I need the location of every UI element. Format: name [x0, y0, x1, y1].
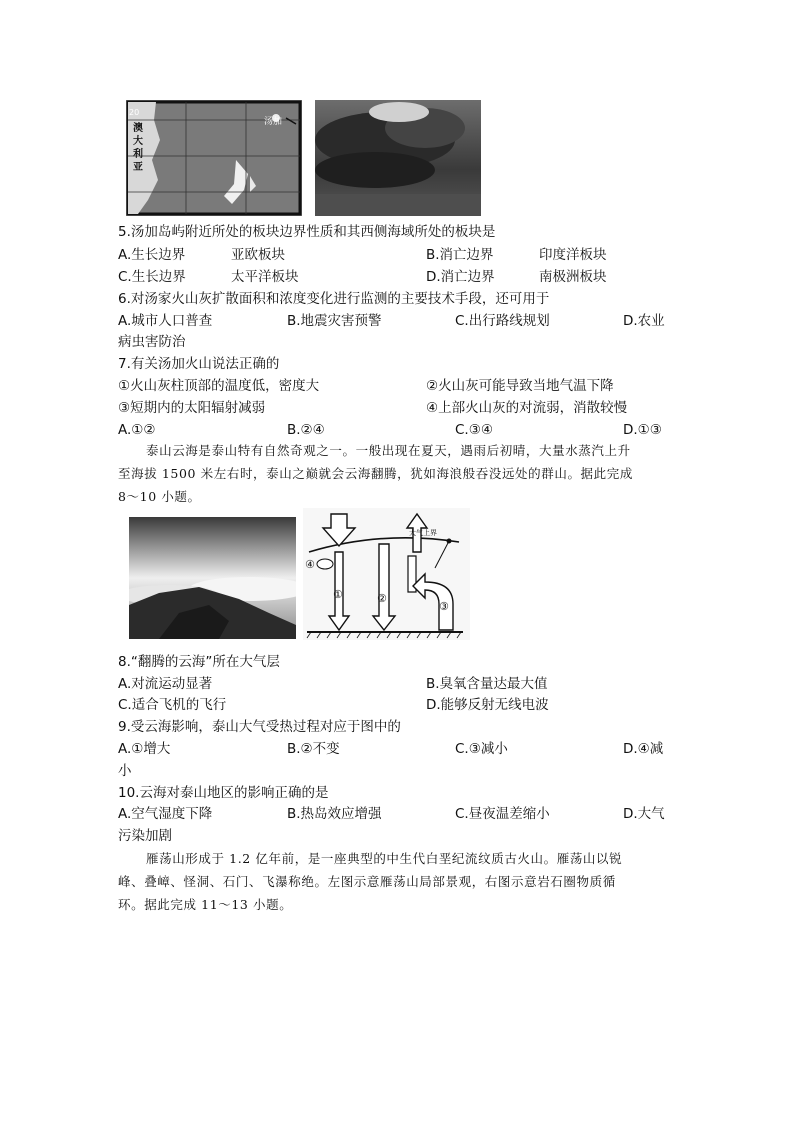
q8-stem: 8.“翻腾的云海”所在大气层 — [118, 654, 280, 670]
q5-option-b-value: 印度洋板块 — [539, 247, 607, 263]
passage-yandang-line-3: 环。据此完成 11～13 小题。 — [118, 897, 293, 912]
cloud-sea-photo — [129, 517, 296, 639]
q6-option-b: B.地震灾害预警 — [287, 313, 382, 329]
q8-option-d: D.能够反射无线电波 — [426, 697, 549, 713]
q5-option-d-letter: D.消亡边界 — [426, 269, 495, 285]
q5-option-c-value: 太平洋板块 — [231, 269, 299, 285]
map-label-australia: 澳 大 利 亚 — [133, 123, 143, 173]
q10-option-d: D.大气 — [623, 806, 665, 822]
q9-option-d: D.④减 — [623, 741, 664, 757]
q7-stem: 7.有关汤加火山说法正确的 — [118, 356, 280, 372]
q5-stem: 5.汤加岛屿附近所处的板块边界性质和其西侧海域所处的板块是 — [118, 224, 496, 240]
q6-option-d: D.农业 — [623, 313, 665, 329]
q5-option-a-value: 亚欧板块 — [231, 247, 285, 263]
q5-option-b-letter: B.消亡边界 — [426, 247, 494, 263]
diagram-label-atmosphere-top: 大气上界 — [409, 529, 437, 537]
map-label-tonga: 汤加 — [264, 117, 283, 127]
passage-yandang-line-2: 峰、叠嶂、怪洞、石门、飞瀑称绝。左图示意雁荡山局部景观，右图示意岩石圈物质循 — [118, 874, 616, 889]
q5-option-a-letter: A.生长边界 — [118, 247, 186, 263]
q9-option-d-wrap: 小 — [118, 763, 132, 779]
q6-option-d-wrap: 病虫害防治 — [118, 334, 186, 350]
q10-option-d-wrap: 污染加剧 — [118, 828, 172, 844]
passage-taishan-line-3: 8～10 小题。 — [118, 489, 201, 504]
tonga-location-map — [126, 100, 302, 216]
q5-option-c-letter: C.生长边界 — [118, 269, 186, 285]
q8-option-c: C.适合飞机的飞行 — [118, 697, 227, 713]
q7-option-d: D.①③ — [623, 422, 662, 438]
q8-option-b: B.臭氧含量达最大值 — [426, 676, 548, 692]
q9-option-b: B.②不变 — [287, 741, 340, 757]
q7-statement-2: ②火山灰可能导致当地气温下降 — [426, 378, 614, 394]
volcano-eruption-photo — [315, 100, 481, 216]
q10-stem: 10.云海对泰山地区的影响正确的是 — [118, 785, 329, 801]
q7-statement-4: ④上部火山灰的对流弱，消散较慢 — [426, 400, 628, 416]
q10-option-b: B.热岛效应增强 — [287, 806, 382, 822]
q10-option-a: A.空气湿度下降 — [118, 806, 213, 822]
passage-taishan-line-1: 泰山云海是泰山特有自然奇观之一。一般出现在夏天，遇雨后初晴，大量水蒸汽上升 — [146, 443, 631, 458]
diagram-marker-4: ④ — [305, 558, 315, 571]
q7-statement-3: ③短期内的太阳辐射减弱 — [118, 400, 266, 416]
q7-option-c: C.③④ — [455, 422, 493, 438]
q10-option-c: C.昼夜温差缩小 — [455, 806, 550, 822]
passage-taishan-line-2: 至海拔 1500 米左右时，泰山之巅就会云海翻腾，犹如海浪般吞没远处的群山。据此完成 — [118, 466, 633, 481]
q7-option-b: B.②④ — [287, 422, 325, 438]
q6-stem: 6.对汤家火山灰扩散面积和浓度变化进行监测的主要技术手段，还可用于 — [118, 291, 550, 307]
passage-yandang-line-1: 雁荡山形成于 1.2 亿年前，是一座典型的中生代白垩纪流纹质古火山。雁荡山以锐 — [146, 851, 623, 866]
q6-option-c: C.出行路线规划 — [455, 313, 550, 329]
map-tick-label: 20 — [129, 108, 140, 117]
q7-statement-1: ①火山灰柱顶部的温度低，密度大 — [118, 378, 320, 394]
q7-option-a: A.①② — [118, 422, 156, 438]
diagram-marker-1: ① — [333, 588, 343, 601]
diagram-marker-2: ② — [377, 592, 387, 605]
q9-option-a: A.①增大 — [118, 741, 171, 757]
q9-stem: 9.受云海影响，泰山大气受热过程对应于图中的 — [118, 719, 401, 735]
q8-option-a: A.对流运动显著 — [118, 676, 213, 692]
atmospheric-heating-diagram — [303, 508, 470, 640]
q5-option-d-value: 南极洲板块 — [539, 269, 607, 285]
diagram-marker-3: ③ — [439, 600, 449, 613]
q6-option-a: A.城市人口普查 — [118, 313, 213, 329]
q9-option-c: C.③减小 — [455, 741, 508, 757]
